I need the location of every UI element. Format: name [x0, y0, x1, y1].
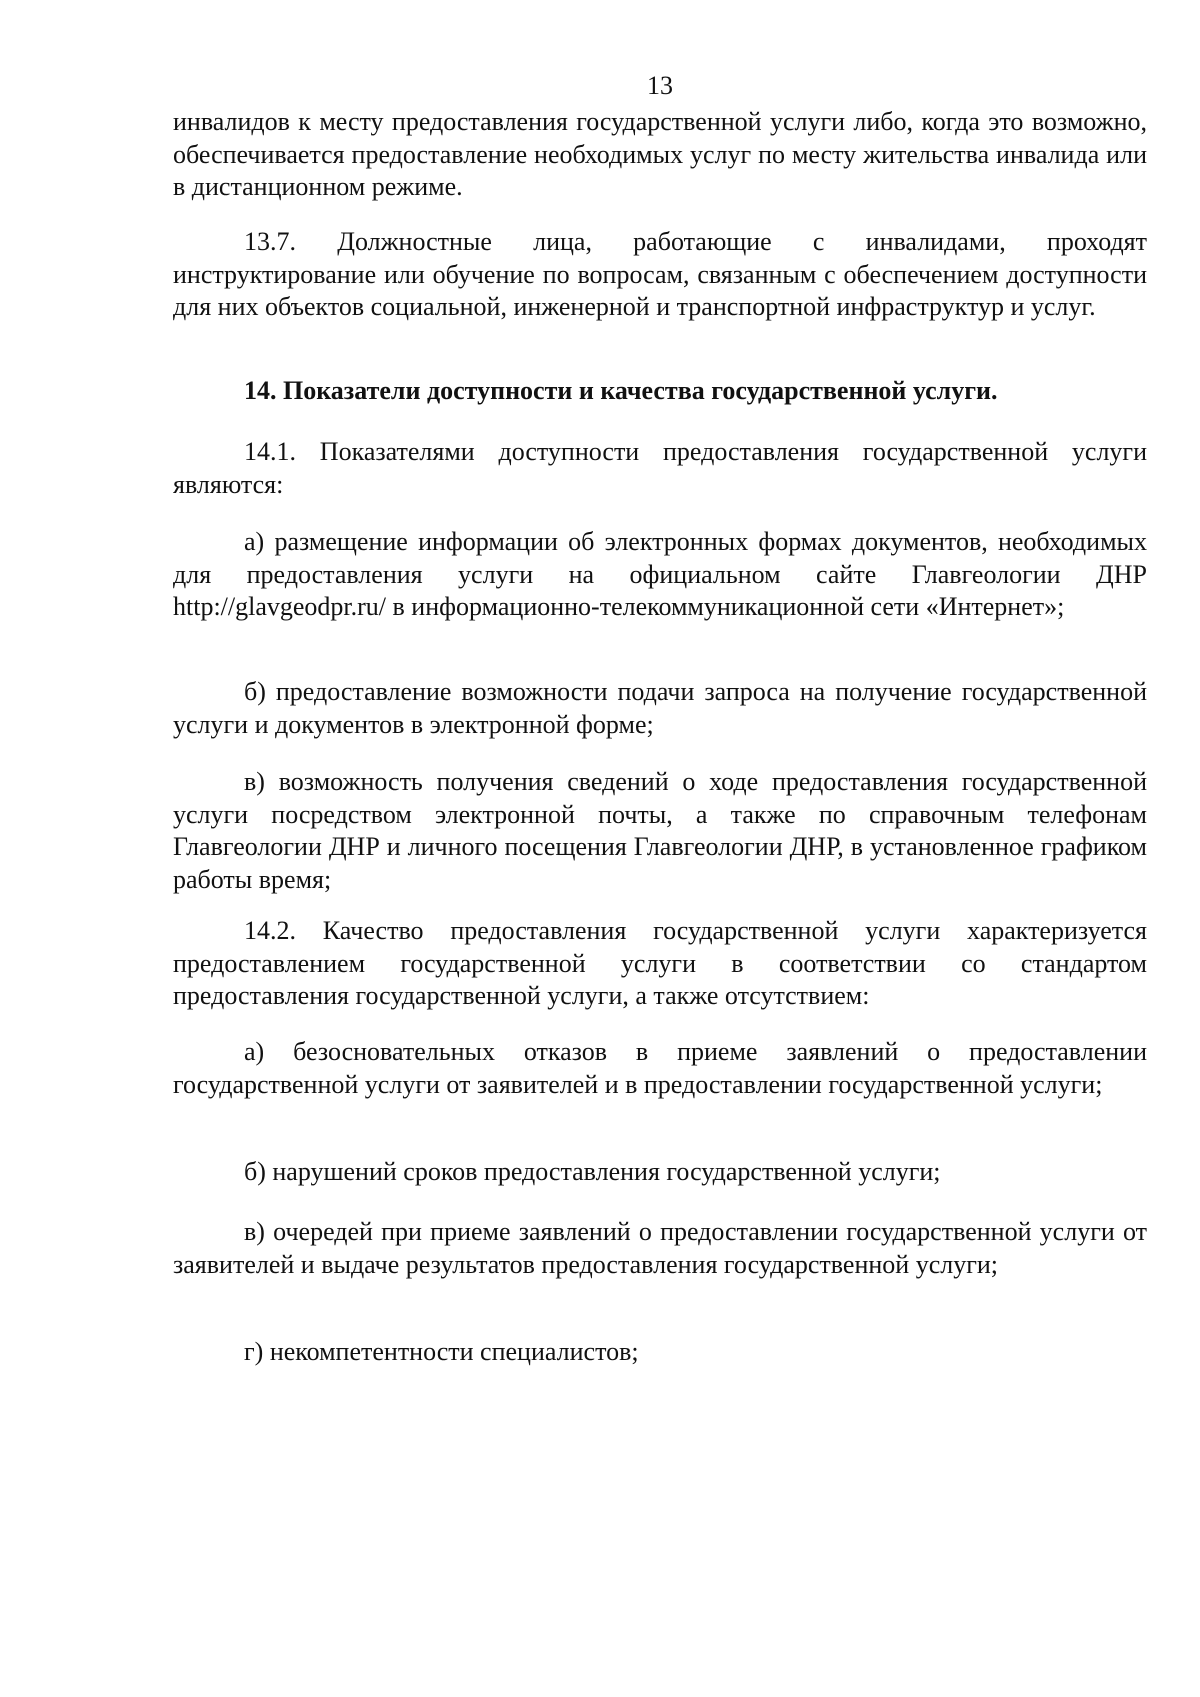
paragraph-continuation: инвалидов к месту предоставления государственной услуги либо, когда это возможно, обеспечивается предоставление необходимых услуг по месту жительства инвалида или в дистанционном режиме.	[173, 107, 1147, 201]
list-item-14-2-a: а) безосновательных отказов в приеме заявлений о предоставлении государственной услуги от заявителей и в предоставлении государственной услуги;	[173, 1037, 1147, 1099]
paragraph-13-7: 13.7. Должностные лица, работающие с инвалидами, проходят инструктирование или обучение по вопросам, связанным с обеспечением доступности для них объектов социальной, инженерной и транспортной инфраструктур и услуг.	[173, 227, 1147, 321]
paragraph-14-2: 14.2. Качество предоставления государственной услуги характеризуется предоставлением государственной услуги в соответствии со стандартом предоставления государственной услуги, а также отсутствием:	[173, 916, 1147, 1010]
list-item-14-2-b: б) нарушений сроков предоставления государственной услуги;	[244, 1157, 941, 1186]
list-item-14-1-a: а) размещение информации об электронных формах документов, необходимых для предоставления услуги на официальном сайте Главгеологии ДНР http://glavgeodpr.ru/ в информационно-телекоммуникационной сети «Интернет»;	[173, 527, 1147, 621]
list-item-14-2-g: г) некомпетентности специалистов;	[244, 1337, 639, 1366]
list-item-14-1-v: в) возможность получения сведений о ходе предоставления государственной услуги посредством электронной почты, а также по справочным телефонам Главгеологии ДНР и личного посещения Главгеологии ДНР, в установленное графиком работы время;	[173, 767, 1147, 894]
list-item-14-1-b: б) предоставление возможности подачи запроса на получение государственной услуги и документов в электронной форме;	[173, 677, 1147, 739]
section-heading-14: 14. Показатели доступности и качества государственной услуги.	[244, 376, 998, 405]
list-item-14-2-v: в) очередей при приеме заявлений о предоставлении государственной услуги от заявителей и выдаче результатов предоставления государственной услуги;	[173, 1217, 1147, 1279]
paragraph-14-1: 14.1. Показателями доступности предоставления государственной услуги являются:	[173, 437, 1147, 499]
page-number: 13	[647, 71, 673, 100]
